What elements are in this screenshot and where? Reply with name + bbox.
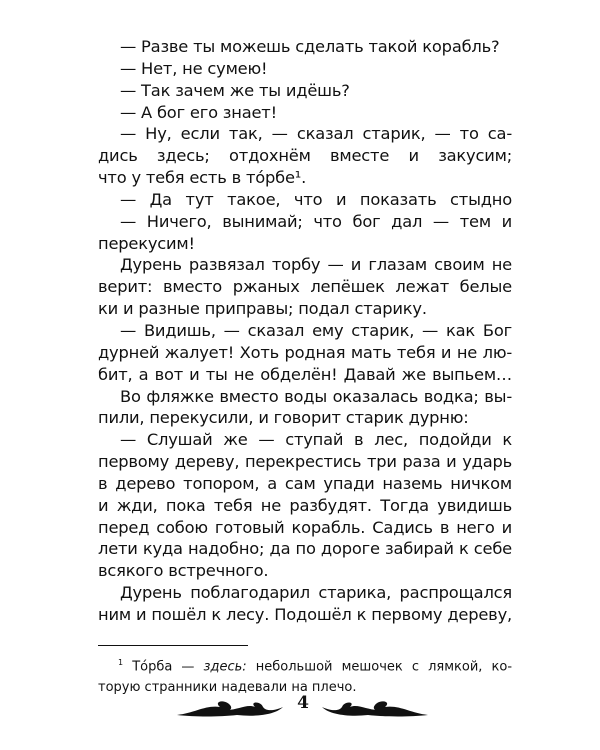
footnote-italic: здесь: (203, 659, 247, 675)
text-line: — Разве ты можешь сделать такой корабль? (120, 37, 500, 56)
footnote-mark: 1 (118, 658, 124, 667)
text-line: лети куда надобно; да по дороге забирай к себе (98, 539, 512, 559)
text-line: пили, перекусили, и говорит старик дурню: (98, 408, 469, 428)
footnote-divider (98, 645, 248, 646)
text-line: ки и разные приправы; подал старику. (98, 299, 427, 319)
text-line: — Видишь, — сказал ему старик, — как Бог (120, 320, 512, 340)
text-line: — А бог его знает! (120, 102, 277, 122)
text-line: Во фляжке вместо воды оказалась водка; вы- (120, 386, 512, 406)
text-line: и жди, пока тебя не разбудят. Тогда увидишь (98, 495, 512, 515)
ornament-left-icon (175, 697, 285, 719)
body-text (98, 36, 512, 626)
text-line: верит: вместо ржаных лепёшек лежат белые (98, 277, 512, 297)
footnote-term: То́рба — (132, 659, 195, 675)
page-number: 4 (297, 693, 309, 713)
text-line: — Так зачем же ты идёшь? (120, 80, 350, 100)
footnote (98, 652, 512, 698)
text-line: что у тебя есть в то́рбе¹. (98, 168, 307, 188)
text-line: дись здесь; отдохнём вместе и закусим; (98, 146, 512, 166)
ornament-right-icon (320, 697, 430, 719)
text-line: дурней жалует! Хоть родная мать тебя и не лю- (98, 342, 512, 362)
text-line: ним и пошёл к лесу. Подошёл к первому дереву, (98, 604, 512, 624)
text-line: первому дереву, перекрестись три раза и ударь (98, 452, 512, 472)
text-line: — Ничего, вынимай; что бог дал — тем и (120, 211, 512, 231)
text-line: — Слушай же — ступай в лес, подойди к (120, 430, 512, 450)
text-line: Дурень поблагодарил старика, распрощался (120, 583, 512, 603)
text-line: в дерево топором, а сам упади наземь ничком (98, 473, 512, 493)
text-line: перед собою готовый корабль. Садись в него и (98, 517, 512, 537)
footnote-text: небольшой мешочек с лямкой, ко- (255, 659, 513, 675)
text-line: бит, а вот и ты не обделён! Давай же выпьем… (98, 364, 512, 384)
page-footer (0, 693, 600, 723)
footnote-line-1 (98, 652, 512, 677)
footnote-line-2: торую странники надевали на плечо. (98, 680, 357, 696)
text-line: — Да тут такое, что и показать стыдно (120, 189, 512, 209)
text-line: — Ну, если так, — сказал старик, — то са- (120, 124, 512, 144)
text-line: всякого встречного. (98, 561, 269, 581)
text-line: перекусим! (98, 233, 195, 253)
text-line: — Нет, не сумею! (120, 58, 268, 78)
text-line: Дурень развязал торбу — и глазам своим не (120, 255, 512, 275)
